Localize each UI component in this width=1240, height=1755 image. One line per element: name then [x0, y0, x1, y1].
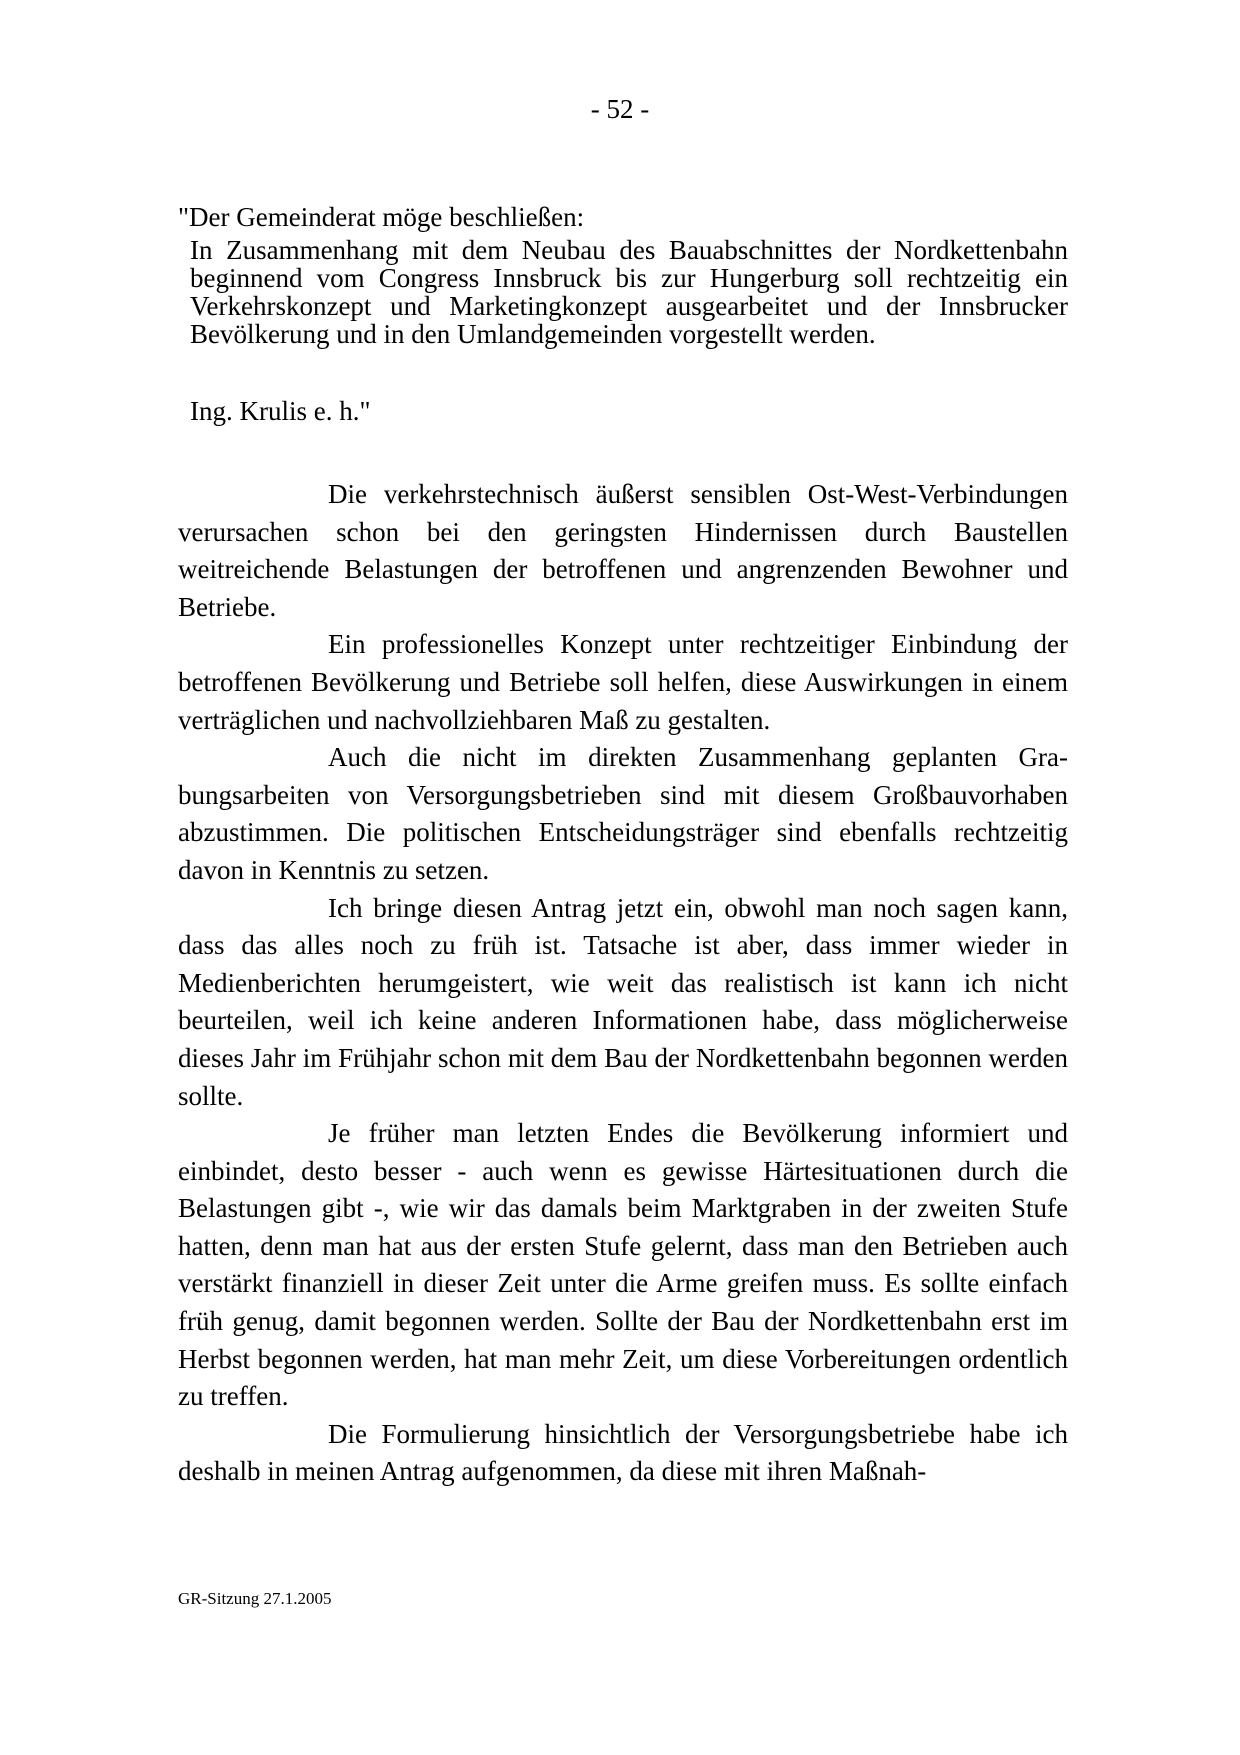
- footer-session-date: GR-Sitzung 27.1.2005: [178, 1589, 332, 1608]
- paragraph: Die verkehrstechnisch äußerst sensiblen Ost-West-Verbindungen verursachen schon bei den geringsten Hindernissen durch Baustellen weitreichende Belastungen der betroffenen und angrenzenden Bewohner und Betriebe.: [178, 479, 1068, 622]
- paragraph: Ich bringe diesen Antrag jetzt ein, obwohl man noch sagen kann, dass das alles noch zu früh ist. Tatsache ist aber, dass immer wieder in Medienberichten herumgeistert, wie weit das realistisch ist kann ich nicht beurteilen, weil ich keine anderen Informationen habe, dass möglicherweise dieses Jahr im Frühjahr schon mit dem Bau der Nordkettenbahn begonnen werden sollte.: [178, 892, 1068, 1111]
- body-text: [178, 476, 1068, 1491]
- paragraph: Ein professionelles Konzept unter rechtzeitiger Einbindung der betroffenen Bevölkerung und Betriebe soll helfen, diese Auswirkungen in einem verträglichen und nachvollziehbaren Maß zu gestalten.: [178, 629, 1068, 735]
- paragraph: Die Formulierung hinsichtlich der Versorgungsbetriebe habe ich deshalb in meinen Antrag aufgenommen, da diese mit ihren Maßnah-: [178, 1418, 1068, 1487]
- motion-intro: "Der Gemeinderat möge beschließen:: [178, 202, 585, 232]
- motion-text: In Zusammenhang mit dem Neubau des Bauabschnittes der Nordkettenbahn beginnend vom Congress Innsbruck bis zur Hungerburg soll rechtzeitig ein Verkehrskonzept und Marketingkonzept ausgearbeitet und der Innsbrucker Bevölkerung und in den Umlandgemeinden vorgestellt werden.: [190, 235, 1068, 349]
- motion-signature: Ing. Krulis e. h.": [190, 396, 371, 426]
- page-number: - 52 -: [590, 94, 650, 124]
- paragraph: Je früher man letzten Endes die Bevölkerung informiert und einbindet, desto besser - auch wenn es gewisse Härtesituationen durch die Belastungen gibt -, wie wir das damals beim Marktgraben in der zweiten Stufe hatten, denn man hat aus der ersten Stufe gelernt, dass man den Betrieben auch verstärkt finanziell in dieser Zeit unter die Arme greifen muss. Es sollte einfach früh genug, damit begonnen werden. Sollte der Bau der Nordkettenbahn erst im Herbst begonnen werden, hat man mehr Zeit, um diese Vorbereitungen ordentlich zu treffen.: [178, 1118, 1068, 1412]
- paragraph: Auch die nicht im direkten Zusammenhang geplanten Grabungsarbeiten von Versorgungsbetrieben sind mit diesem Großbauvorhaben abzustimmen. Die politischen Entscheidungsträger sind ebenfalls rechtzeitig davon in Kenntnis zu setzen.: [178, 742, 1068, 885]
